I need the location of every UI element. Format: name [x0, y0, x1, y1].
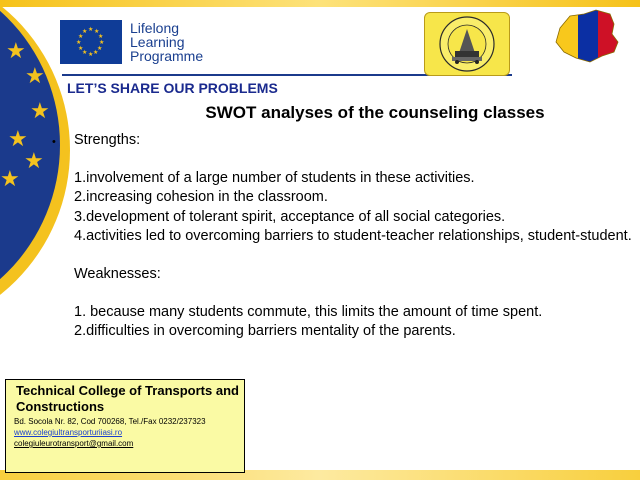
llp-line2: Learning: [130, 34, 185, 50]
school-logo: [424, 12, 510, 76]
swot-content: [52, 131, 640, 342]
eu-star-icon: ★: [30, 98, 50, 123]
eu-flag-icon: [60, 20, 122, 64]
contact-box: [5, 379, 245, 473]
svg-text:★: ★: [82, 28, 88, 35]
section-heading: LET’S SHARE OUR PROBLEMS: [67, 80, 278, 96]
svg-text:★: ★: [78, 33, 84, 40]
weaknesses-label: Weaknesses:: [74, 266, 161, 283]
weakness-item: 2.difficulties in overcoming barriers mentality of the parents.: [74, 323, 456, 340]
svg-text:★: ★: [93, 49, 99, 56]
top-decor-stripe: [0, 0, 640, 7]
college-address: Bd. Socola Nr. 82, Cod 700268, Tel./Fax 0232/237323: [14, 417, 206, 426]
eu-star-icon: ★: [8, 126, 28, 151]
svg-text:★: ★: [76, 39, 82, 46]
svg-text:★: ★: [78, 45, 84, 52]
eu-star-icon: ★: [24, 148, 44, 173]
svg-text:★: ★: [88, 26, 94, 33]
strength-item: 2.increasing cohesion in the classroom.: [74, 189, 328, 206]
svg-text:★: ★: [99, 39, 105, 46]
llp-text: [130, 21, 203, 63]
school-seal-icon: [425, 13, 509, 75]
college-website-link[interactable]: www.colegiultransporturiiasi.ro: [14, 428, 123, 437]
bullet-icon: •: [52, 136, 56, 148]
page-title-text: SWOT analyses of the counseling classes: [205, 103, 545, 122]
eu-star-icon: ★: [0, 166, 20, 191]
strength-item: 1.involvement of a large number of students in these activities.: [74, 170, 475, 187]
college-name: Technical College of Transports and Constructions: [16, 383, 239, 414]
strength-item: 3.development of tolerant spirit, acceptance of all social categories.: [74, 208, 506, 225]
college-email-link[interactable]: colegiuleurotransport@gmail.com: [14, 439, 134, 448]
svg-text:★: ★: [94, 28, 100, 35]
svg-text:★: ★: [88, 51, 94, 58]
page-title: [0, 103, 640, 123]
strength-item: 4.activities led to overcoming barriers to student-teacher relationships, student-student.: [74, 227, 632, 244]
strengths-label: Strengths:: [74, 132, 141, 148]
svg-text:★: ★: [97, 45, 103, 52]
llp-logo: [60, 20, 203, 64]
llp-line1: Lifelong: [130, 20, 180, 36]
eu-star-icon: ★: [6, 38, 26, 63]
llp-line3: Programme: [130, 48, 204, 64]
eu-star-icon: ★: [25, 63, 45, 88]
romania-map-icon: [552, 6, 622, 66]
svg-text:★: ★: [98, 33, 104, 40]
weakness-item: 1. because many students commute, this limits the amount of time spent.: [74, 304, 543, 321]
svg-text:★: ★: [82, 49, 88, 56]
